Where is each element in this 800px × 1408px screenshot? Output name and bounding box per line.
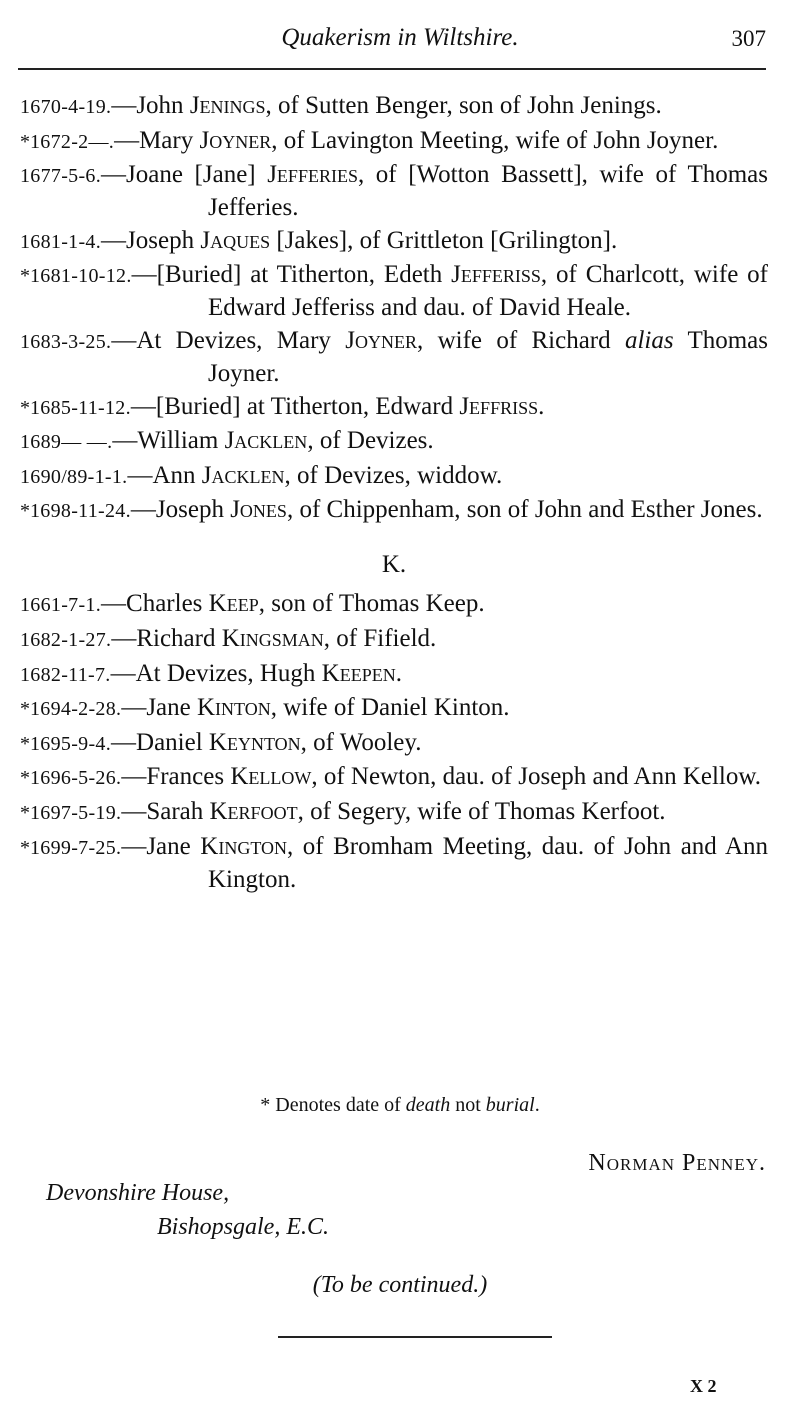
- register-entry: [20, 761, 768, 794]
- entry-text: —Ann: [127, 461, 202, 489]
- register-entry: [20, 125, 768, 158]
- entry-date: 1698-11-24.: [30, 500, 131, 523]
- entry-date: 1681-1-4.: [20, 230, 102, 253]
- surname: Keepen: [321, 659, 396, 687]
- entry-date: 1670-4-19.: [20, 96, 112, 118]
- register-entries: [20, 90, 768, 896]
- surname: Joyner: [199, 126, 272, 154]
- entry-date: 1690/89-1-1.: [20, 465, 128, 488]
- entry-text: —Charles: [101, 590, 209, 618]
- section-heading-k: K.: [381, 551, 407, 579]
- register-entry: [20, 727, 768, 760]
- entry-text: , of Fifield.: [323, 624, 437, 652]
- surname: Jaques: [200, 226, 271, 254]
- entry-date: 1672-2—.: [30, 130, 115, 153]
- footnote: [0, 1094, 800, 1117]
- entry-date: 1695-9-4.: [30, 732, 112, 755]
- register-entry: [20, 425, 768, 458]
- entry-text: —[Buried] at Titherton, Edeth: [131, 261, 452, 289]
- footnote-burial: burial: [485, 1094, 535, 1116]
- death-marker: *: [20, 698, 30, 721]
- entry-text: .: [538, 392, 545, 420]
- entry-text: .: [395, 659, 402, 687]
- page-header: [0, 22, 800, 58]
- entry-text: Thomas Joyner.: [208, 326, 769, 387]
- entry-date: 1689— —.: [20, 431, 113, 454]
- entry-text: —Mary: [114, 126, 200, 154]
- death-marker: *: [20, 732, 30, 755]
- entry-text: [Jakes], of Grittleton [Grilington].: [270, 226, 618, 254]
- surname: Kington: [200, 832, 287, 860]
- surname: Kingsman: [221, 624, 324, 652]
- entry-date: 1696-5-26.: [30, 767, 122, 790]
- entry-date: 1682-11-7.: [20, 663, 111, 686]
- register-entry: [20, 831, 768, 895]
- surname: Jacklen: [224, 427, 308, 455]
- entry-text: —Jane: [121, 694, 197, 722]
- entry-date: 1699-7-25.: [30, 836, 122, 859]
- footnote-text: not: [450, 1094, 486, 1116]
- death-marker: *: [20, 265, 30, 288]
- register-entry: [20, 460, 768, 493]
- entry-text: —John: [111, 92, 190, 119]
- surname: Jefferies: [267, 161, 358, 189]
- entry-text: —[Buried] at Titherton, Edward: [130, 392, 460, 420]
- entry-text: —Jane: [121, 832, 201, 860]
- entry-text: , wife of Daniel Kinton.: [270, 694, 510, 722]
- entry-text: , of [Wotton Bassett], wife of Thomas Jefferies.: [208, 161, 768, 222]
- footnote-text: * Denotes date of: [260, 1094, 406, 1116]
- entry-text: , of Newton, dau. of Joseph and Ann Kellow.: [311, 763, 762, 791]
- closing-rule: [278, 1336, 552, 1338]
- header-rule: [18, 68, 766, 70]
- entry-text: —Joane [Jane]: [101, 161, 268, 189]
- register-entry: [20, 796, 768, 829]
- entry-text: alias: [624, 326, 674, 354]
- entry-text: —William: [112, 427, 225, 455]
- surname: Jeffriss: [459, 392, 539, 420]
- entry-text: —Joseph: [101, 226, 201, 254]
- footnote-death: death: [405, 1094, 451, 1116]
- surname: Jenings: [189, 92, 266, 119]
- entry-text: , of Lavington Meeting, wife of John Joyner.: [271, 126, 719, 154]
- page-number: 307: [731, 26, 766, 51]
- death-marker: *: [20, 836, 30, 859]
- entry-text: , of Sutten Benger, son of John Jenings.: [265, 92, 662, 119]
- entry-text: —At Devizes, Mary: [111, 326, 346, 354]
- death-marker: *: [20, 801, 30, 824]
- death-marker: *: [20, 130, 30, 153]
- entry-date: 1683-3-25.: [20, 330, 112, 353]
- surname: Keynton: [208, 728, 301, 756]
- printer-signature-mark: X 2: [690, 1376, 717, 1396]
- register-entry: [20, 692, 768, 725]
- surname: Jefferiss: [451, 261, 541, 289]
- entry-text: —At Devizes, Hugh: [110, 659, 322, 687]
- register-entry: [20, 90, 768, 123]
- entry-date: 1677-5-6.: [20, 165, 102, 188]
- entry-date: 1682-1-27.: [20, 628, 112, 651]
- register-entry: [20, 658, 768, 691]
- register-entry: [20, 494, 768, 527]
- register-entry: [20, 325, 768, 389]
- surname: Kellow: [230, 763, 312, 791]
- surname: Kerfoot: [209, 797, 298, 825]
- entry-text: , of Devizes, widdow.: [284, 461, 503, 489]
- address-line-2: Bishopsgale, E.C.: [157, 1214, 329, 1240]
- surname: Keep: [208, 590, 259, 618]
- footnote-text: .: [534, 1094, 540, 1116]
- entry-text: —Frances: [121, 763, 231, 791]
- entry-text: , of Devizes.: [307, 427, 434, 455]
- death-marker: *: [20, 396, 30, 419]
- entry-text: , wife of Richard: [416, 326, 625, 354]
- entries-k: [20, 588, 768, 894]
- register-entry: [20, 588, 768, 621]
- entry-text: , of Bromham Meeting, dau. of John and Ann Kington.: [208, 832, 768, 893]
- author-signature: Norman Penney.: [588, 1150, 766, 1176]
- entry-text: , of Segery, wife of Thomas Kerfoot.: [297, 797, 666, 825]
- surname: Joyner: [345, 326, 417, 354]
- entry-text: —Joseph: [130, 496, 231, 524]
- entry-text: —Richard: [111, 624, 222, 652]
- entry-date: 1661-7-1.: [20, 594, 102, 617]
- death-marker: *: [20, 767, 30, 790]
- entry-text: , son of Thomas Keep.: [258, 590, 485, 618]
- entry-date: 1694-2-28.: [30, 698, 122, 721]
- entry-date: 1697-5-19.: [30, 801, 122, 824]
- running-title: Quakerism in Wiltshire.: [281, 24, 519, 51]
- register-entry: [20, 259, 768, 323]
- continued-note: (To be continued.): [312, 1272, 488, 1298]
- entry-text: , of Charlcott, wife of Edward Jefferiss and dau. of David Heale.: [208, 261, 768, 322]
- surname: Jacklen: [201, 461, 285, 489]
- entry-text: —Sarah: [121, 797, 210, 825]
- register-entry: [20, 391, 768, 424]
- address-line-1: Devonshire House,: [46, 1180, 230, 1206]
- register-entry: [20, 159, 768, 223]
- surname: Kinton: [197, 694, 271, 722]
- register-entry: [20, 225, 768, 258]
- death-marker: *: [20, 500, 30, 523]
- entries-j: [20, 90, 768, 527]
- register-entry: [20, 623, 768, 656]
- entry-text: —Daniel: [111, 728, 209, 756]
- entry-date: 1685-11-12.: [30, 396, 131, 419]
- entry-date: 1681-10-12.: [30, 265, 132, 288]
- entry-text: , of Wooley.: [300, 728, 422, 756]
- entry-text: , of Chippenham, son of John and Esther Jones.: [286, 496, 763, 524]
- surname: Jones: [230, 496, 287, 524]
